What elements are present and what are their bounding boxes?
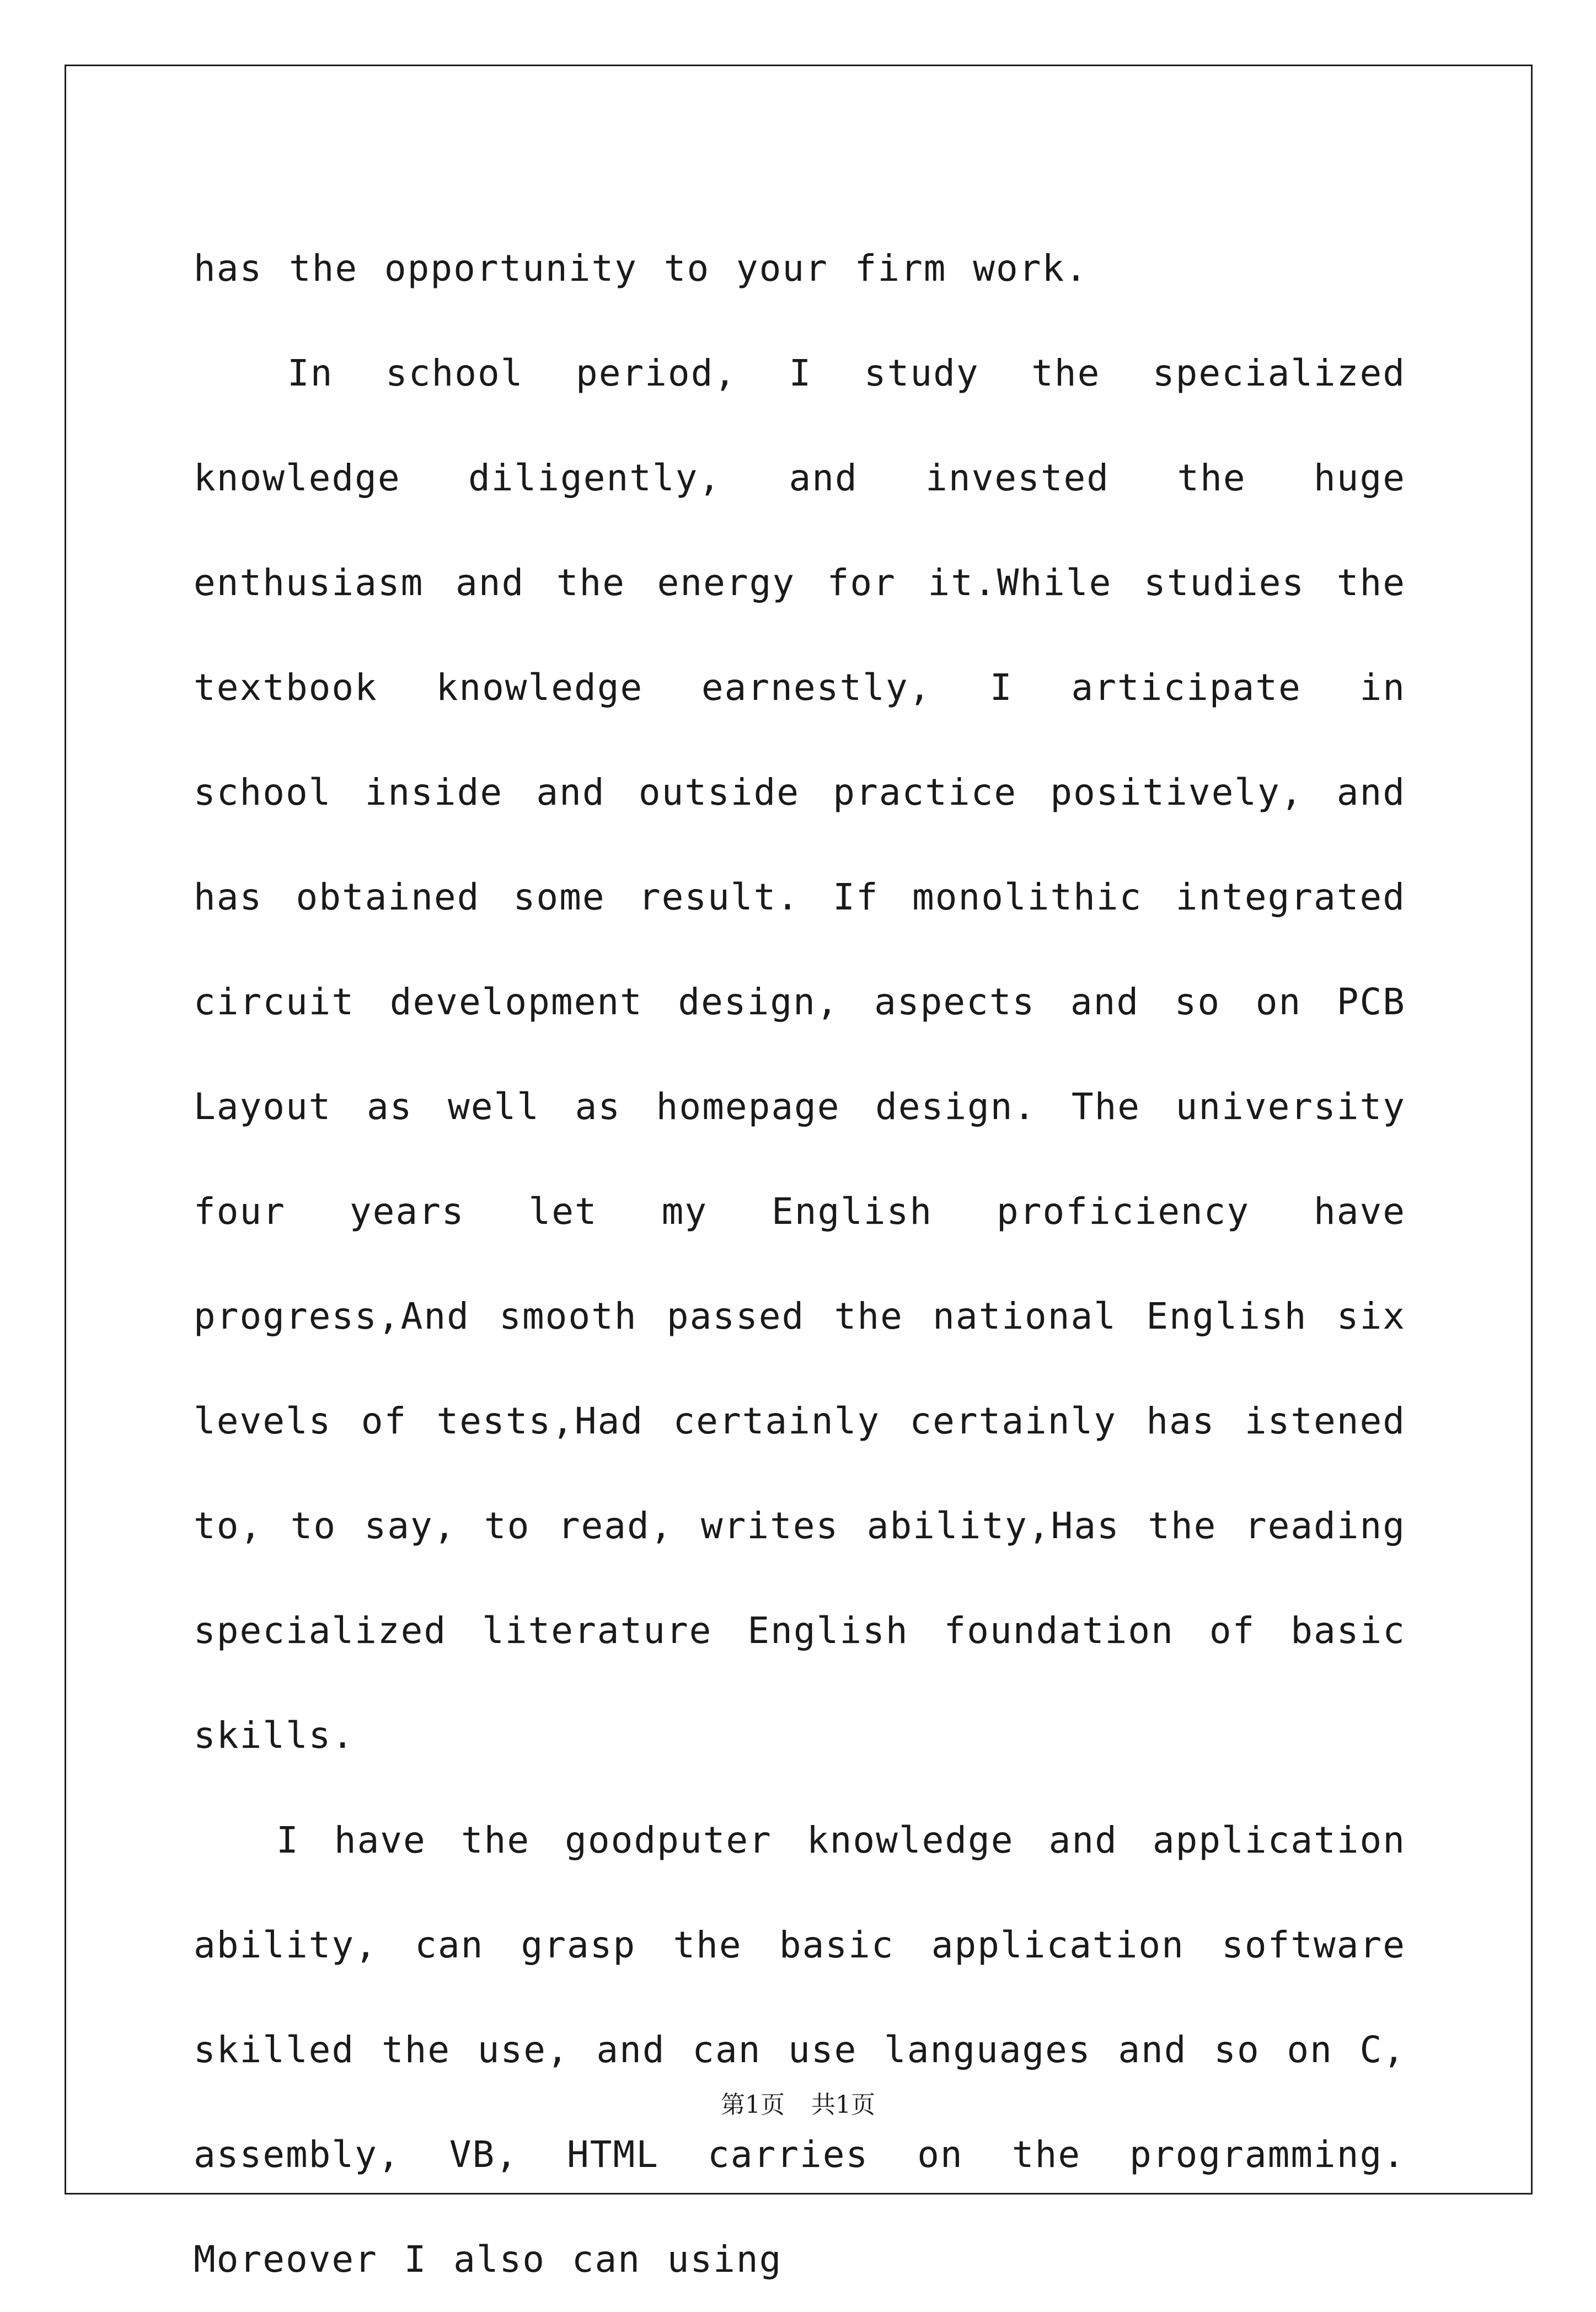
page-footer bbox=[0, 2085, 1596, 2120]
page-number: 第1页 bbox=[721, 2091, 785, 2119]
paragraph-computer-skills: I have the goodputer knowledge and application ability, can grasp the basic application software skilled the use, and can use languages and so on C, assembly, VB, HTML carries on the programming. Moreover I also can using bbox=[194, 1819, 1406, 2281]
paragraph-school-period: In school period, I study the specialized knowledge diligently, and invested the huge enthusiasm and the energy for it.While studies the textbook knowledge earnestly, I articipate in school inside and outside practice positively, and has obtained some result. If monolithic integrated circuit development design, aspects and so on PCB Layout as well as homepage design. The university four years let my English proficiency have progress,And smooth passed the national English six levels of tests,Had certainly certainly has istened to, to say, to read, writes ability,Has the reading specialized literature English foundation of basic skills. bbox=[194, 352, 1406, 1757]
page-total: 共1页 bbox=[811, 2091, 875, 2119]
document-body bbox=[194, 216, 1406, 2312]
paragraph-continued: has the opportunity to your firm work. bbox=[194, 247, 1088, 290]
